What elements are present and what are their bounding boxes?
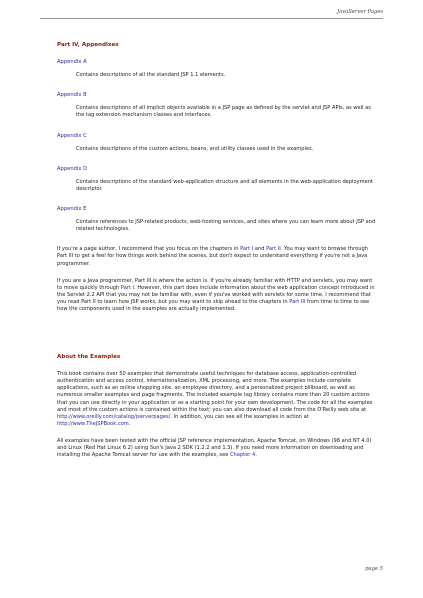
appendix-e-label: Appendix E <box>57 206 87 213</box>
running-header <box>40 9 383 19</box>
link-oreilly-url[interactable]: http://www.oreilly.com/catalog/jserverpages/ <box>57 413 171 420</box>
link-part-iii[interactable]: Part III <box>289 298 306 305</box>
section-spacer <box>57 323 377 354</box>
appendix-b-desc: Contains descriptions of all implicit objects available in a JSP page as defined by the servlet and JSP APIs, as well as the tag extension mechanism classes and interfaces. <box>76 105 371 119</box>
java-programmer-paragraph: If you are a Java programmer, Part III is where the action is. If you're already familiar with HTTP and servlets, you may want to move quickly through Part I. However, this part does include information about the web application concept introduced in the Servlet 2.2 API that you may not be familiar with, even if you've worked with servlets for some time. I recommend that you read Part II to learn how JSP works, but you may want to skip ahead to the chapters in Part III from time to time to see how the components used in the examples are actually implemented. <box>57 277 375 312</box>
link-part-ii[interactable]: Part II <box>266 246 281 253</box>
link-chapter-4[interactable]: Chapter 4 <box>229 452 256 459</box>
appendix-a-desc: Contains descriptions of all the standard JSP 1.1 elements. <box>76 72 226 79</box>
appendix-a-label: Appendix A <box>57 59 87 66</box>
appendix-e-desc: Contains references to JSP-related products, web-hosting services, and sites where you can learn more about JSP and related technologies. <box>76 219 376 233</box>
appendix-d-label: Appendix D <box>57 165 88 172</box>
page-author-paragraph: If you're a page author, I recommend that you focus on the chapters in Part I and Part II. You may want to browse through Part III to get a feel for how things work behind the scenes, but don't expect to understand everything if you're not a Java programmer. <box>57 246 368 267</box>
section-title-examples: About the Examples <box>57 354 121 361</box>
page-content <box>57 42 377 469</box>
appendix-b-label: Appendix B <box>57 92 87 99</box>
running-title: JavaServer Pages <box>337 9 383 15</box>
link-part-i[interactable]: Part I <box>240 246 254 253</box>
appendix-d-desc: Contains descriptions of the standard web-application structure and all elements in the web-application deployment descriptor. <box>76 178 373 192</box>
examples-paragraph-2: All examples have been tested with the official JSP reference implementation, Apache Tomcat, on Windows (98 and NT 4.0) and Linux (Red Hat Linux 6.2) using Sun's Java 2 SDK (1.2.2 and 1.3). If you need more information on downloading and installing the Apache Tomcat server for use with the examples, see Chapter 4. <box>57 437 372 459</box>
examples-paragraph-1: This book contains over 50 examples that demonstrate useful techniques for database access, application-controlled authentication and access control, internationalization, XML processing, and more. The examples include complete applications, such as an online shopping site, an employee directory, and a personalized project billboard, as well as numerous smaller examples and page fragments. The included example tag library contains more than 20 custom actions that you can use directly in your application or as a starting point for your own development. The code for all the examples and most of the custom actions is contained within the text; you can also download all code from the O'Reilly web site at http://www.oreilly.com/catalog/jserverpages/. In addition, you can see all the examples in action at http://www.TheJSPBook.com. <box>57 371 373 427</box>
appendix-c-label: Appendix C <box>57 132 87 139</box>
link-part-i-2[interactable]: Part I <box>120 284 135 291</box>
section-title-part-iv: Part IV, Appendixes <box>57 42 119 48</box>
link-thejspbook-url[interactable]: http://www.TheJSPBook.com <box>57 420 129 427</box>
page-number: page 5 <box>365 566 383 572</box>
appendix-c-desc: Contains descriptions of the custom actions, beans, and utility classes used in the examples. <box>76 145 314 152</box>
